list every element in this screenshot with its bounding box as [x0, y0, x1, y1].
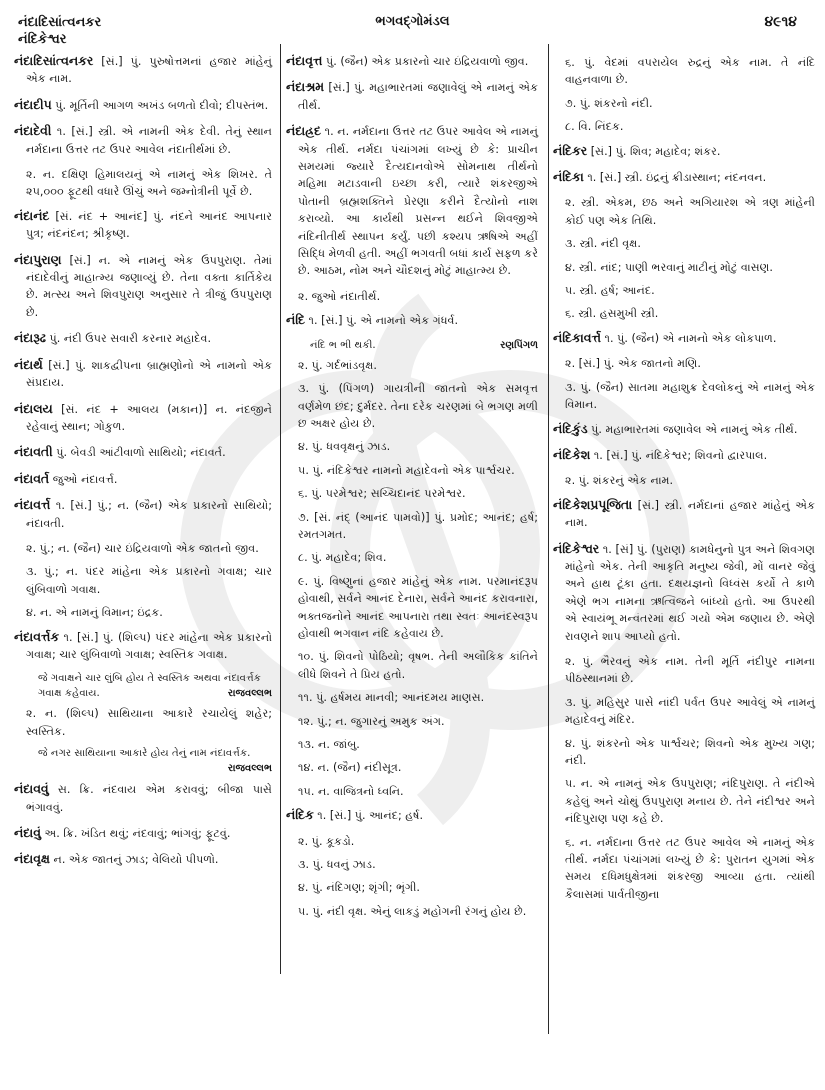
page-number: ૪૯૧૪ — [764, 14, 797, 30]
definition: સ. ક્રિ. નંદવાય એમ કરાવવું; બીજા પાસે ભંગાવવું. — [26, 783, 272, 814]
sense-definition: ૬. ન. નર્મદાના ઉત્તર તટ ઉપર આવેલ એ નામનું એક તીર્થ. નર્મદા પંચાંગમાં લખ્યું છે કે: પુરાતન યુગમાં એક સમય દધિમધુક્ષેત્રમાં શંકરજી આવ્યા હતા. ત્યાંથી કૈલાસમાં પાર્વતીજીના — [565, 835, 815, 901]
dictionary-columns — [14, 52, 814, 1062]
dictionary-entry — [14, 356, 272, 392]
definition: ૧. [સં.] પું.; ન. (જૈન) એક પ્રકારનો સાથિયો; નંદાવતી. — [26, 499, 273, 530]
sense-definition: ૧૨. પું.; ન. જુગારનું અમુક અંગ. — [298, 714, 445, 728]
definition: [સં. નંદ + આલય (મકાન)] ન. નંદજીને રહેવાનું સ્થાન; ગોકુળ. — [26, 402, 273, 433]
headword: નંદિકા — [553, 169, 584, 185]
dictionary-entry — [14, 850, 272, 868]
dictionary-entry — [14, 443, 272, 461]
sense-definition: ૩. પું. ધવનું ઝાડ. — [298, 858, 376, 872]
sense-definition: ૨. જુઓ નંદાતીર્થ. — [298, 289, 381, 303]
definition: ૧. [સં] પું. (પુરાણ) કામધેનુનો પુત્ર અને શિવગણ માંહેનો એક. તેની આકૃતિ મનુષ્ય જેવી, મોં વાનર જેવું અને હાથ ટૂંકા હતા. દક્ષયજ્ઞનો વિધ્વંસ કર્યો તે કાળે એણે ભગ નામના ઋત્વિજને બાંધ્યો હતો. આ ઉપરથી એ સ્વાયંભૂ મન્વંતરમાં થઈ ગયો એમ જણાય છે. એણે રાવણને શાપ આપ્યો હતો. — [565, 542, 815, 643]
sense-definition: ૨. ન. દક્ષિણ હિમાલયનું એ નામનું એક શિખર. તે ૨૫,૦૦૦ ફૂટથી વધારે ઊંચું અને જમ્નોત્રીની પૂર્વે છે. — [26, 168, 272, 199]
sense-definition: ૪. પું. શંકરનો એક પાર્શ્વચર; શિવનો એક મુખ્ય ગણ; નંદી. — [565, 736, 815, 767]
dictionary-entry — [14, 400, 272, 436]
definition: [સં.] પું. મહાભારતમાં જણાવેલું એ નામનું એક તીર્થ. — [298, 81, 538, 112]
sense-definition: ૨. ન. (શિલ્પ) સાથિયાના આકારે રચાયેલું શહેર; સ્વસ્તિક. — [26, 707, 272, 738]
definition: ૧. પું. (જૈન) એ નામનો એક લોકપાળ. — [604, 331, 777, 345]
sense-definition: ૫. પું. નંદિકેશ્વર નામનો મહાદેવનો એક પાર્શ્વચર. — [298, 463, 515, 477]
dictionary-entry — [14, 496, 272, 532]
definition: પું. નંદી ઉપર સવારી કરનાર મહાદેવ. — [49, 332, 212, 346]
dictionary-entry — [14, 780, 272, 816]
definition: [સં.] પું. શાકદ્વીપના બ્રાહ્મણોનો એ નામનો એક સંપ્રદાય. — [26, 358, 272, 390]
sense-definition: ૯. પું. વિષ્ણુનાં હજાર માંહેનું એક નામ. પરમાનંદરૂપ હોવાથી, સર્વને આનંદ દેનારા, સર્વને આનંદ કરાવનારા, ભક્તજનોને આનંદ આપનારા તથા સ્વતઃ આનંદસ્વરૂપ હોવાથી ભગવાન નંદિ કહેવાય છે. — [298, 574, 538, 640]
sense-definition: ૪. પું. નંદિગણ; શૃંગી; ભૃંગી. — [298, 881, 420, 895]
sense-definition: ૪. પું. ધવવૃક્ષનું ઝાડ. — [298, 440, 391, 454]
sense-definition: ૪. ન. એ નામનું વિમાન; ઇંદ્રક. — [26, 606, 163, 620]
definition: પું. (જૈન) એક પ્રકારનો ચાર ઇંદ્રિયવાળો જીવ. — [325, 55, 529, 68]
headword: નંદાશ્રમ — [286, 79, 325, 95]
definition: પું. મહાભારતમાં જણાવેલ એ નામનું એક તીર્થ. — [591, 422, 798, 436]
dictionary-entry — [14, 207, 272, 243]
dictionary-entry — [553, 446, 815, 464]
definition: [સં. નંદ + આનંદ] પું. નંદને આનંદ આપનાર પુત્ર; નંદનંદન; શ્રીકૃષ્ણ. — [26, 209, 272, 241]
sense-definition: ૧૧. પું. હર્ષમય માનવી; આનંદમય માણસ. — [298, 691, 485, 705]
headword: નંદાલય — [14, 400, 53, 416]
definition: અ. ક્રિ. ખંડિત થવું; નંદવાવું; ભાંગવું; ફૂટવું. — [44, 827, 231, 840]
dictionary-entry — [14, 122, 272, 158]
sense-definition: ૫. સ્ત્રી. હર્ષ; આનંદ. — [565, 284, 655, 298]
sense-definition: ૭. [સં. નંદ્ (આનંદ પામવો)] પું. પ્રમોદ; આનંદ; હર્ષ; રમતગમત. — [298, 510, 538, 541]
dictionary-entry — [14, 824, 272, 842]
definition: [સં.] પું. શિવ; મહાદેવ; શંકર. — [590, 144, 721, 158]
sense-definition: ૧૦. પું. શિવનો પોઠિયો; વૃષભ. તેની અલૌકિક કાંતિને લીધે શિવને તે પ્રિય હતો. — [298, 650, 538, 681]
definition: ૧. [સં.] સ્ત્રી. ઇંદ્રનું ક્રીડાસ્થાન; નંદનવન. — [587, 171, 767, 185]
definition: ૧. [સં.] પું. નંદિકેશ્વર; શિવનો દ્વારપાલ. — [593, 448, 768, 462]
sense-definition: ૭. પું. શંકરનો નંદી. — [565, 96, 653, 110]
sense-definition: ૬. પું. વેદમાં વપરાયેલ રુદ્રનું એક નામ. તે નંદિ વાહનવાળા છે. — [565, 56, 815, 87]
dictionary-entry — [286, 806, 538, 824]
sense-definition: ૩. પું. (જૈન) સાતમા મહાશુક્ર દેવલોકનું એ નામનું એક વિમાન. — [565, 380, 815, 412]
sense-definition: ૧૫. ન. વાજિત્રનો ધ્વનિ. — [298, 784, 404, 798]
dictionary-entry — [14, 628, 272, 664]
definition: જુઓ નંદાવર્ત્ત. — [52, 472, 118, 486]
sense-definition: ૨. પું.; ન. (જૈન) ચાર ઇંદ્રિયવાળો એક જાતનો જીવ. — [26, 541, 259, 555]
dictionary-entry — [553, 329, 815, 347]
quote-source: રાજવલ્લભ — [227, 688, 272, 700]
definition: ન. એક જાતનું ઝાડ; વેલિયો પીપળો. — [53, 853, 219, 867]
definition: ૧. [સં.] પું. આનંદ; હર્ષ. — [317, 809, 424, 823]
headword: નંદાવું — [14, 825, 41, 840]
headword: નંદિક — [286, 807, 314, 823]
definition: [સં.] સ્ત્રી. નર્મદાનાં હજાર માંહેનું એક નામ. — [565, 498, 815, 530]
dictionary-entry — [553, 168, 815, 186]
headword: નંદિકેશ — [553, 446, 591, 462]
dictionary-entry — [14, 329, 272, 347]
headword: નંદિ — [286, 312, 305, 328]
book-title: ભગવદ્ગોમંડલ — [375, 14, 450, 29]
definition: પું. બેવડી આંટીવાળો સાથિયો; નંદાવર્ત. — [56, 446, 226, 460]
dictionary-entry — [286, 311, 538, 329]
headword: નંદિકાવર્ત્ત — [553, 329, 601, 345]
dictionary-entry — [286, 78, 538, 114]
sense-definition: ૨. સ્ત્રી. એકમ, છઠ અને અગિયારશ એ ત્રણ માંહેની કોઈ પણ એક તિથિ. — [565, 196, 815, 227]
headword: નંદાવર્ત — [14, 470, 50, 486]
definition: [સં.] પું. પુરુષોત્તમનાં હજાર માંહેનું એક નામ. — [26, 55, 273, 86]
quote-text: નંદિ ભ ભી થકી. — [310, 339, 376, 351]
sense-definition: ૮. પું. મહાદેવ; શિવ. — [298, 551, 387, 565]
page-header — [0, 0, 825, 50]
sense-definition: ૮. વિ. નિંદક. — [565, 120, 624, 134]
dictionary-entry — [14, 52, 272, 88]
guide-word-last: નંદિકેશ્વર — [18, 32, 67, 47]
definition: ૧. ન. નર્મદાના ઉત્તર તટ ઉપર આવેલ એ નામનું એક તીર્થ. નર્મદા પંચાંગમાં લખ્યું છે કે: પ્રાચીન સમયમાં જ્યારે દૈત્યદાનવોએ સોમનાથ તીર્થનો મહિમા મટાડવાની ઇચ્છા કરી, ત્યારે શંકરજીએ પોતાની બ્રહ્મશક્તિને પ્રેરણા કરીને દૈત્યોનો નાશ કરાવ્યો. આ કાર્યથી પ્રસન્ન થઈને શિવજીએ નંદિનીતીર્થ સ્થાપન કર્યું. પછી કશ્યપ ઋષિએ અહીં સિદ્ધિ મેળવી હતી. અહીં ભગવતી બધાં કાર્ય સફળ કરે છે. આઠમ, નોમ અને ચૌદશનું મોટું માહાત્મ્ય છે. — [298, 125, 538, 278]
headword: નંદાદીપ — [14, 96, 52, 112]
dictionary-entry — [553, 496, 815, 532]
column-middle — [286, 52, 538, 1062]
headword: નંદાવર્ત્તક — [14, 628, 60, 644]
headword: નંદાવવું — [14, 781, 49, 797]
sense-definition: ૫. પું. નંદી વૃક્ષ. એનું લાકડું મહોગની રંગનું હોય છે. — [298, 904, 527, 918]
definition: ૧. [સં.] પું. (શિલ્પ) પંદર માંહેના એક પ્રકારનો ગવાક્ષ; ચાર લુંબિવાળો ગવાક્ષ; સ્વસ્તિક ગવાક્ષ. — [26, 630, 272, 661]
headword: નંદાવતી — [14, 444, 53, 460]
column-left — [14, 52, 272, 1062]
sense-definition: ૨. પું. કૂકડો. — [298, 834, 355, 848]
quote-text: જે ગવાક્ષને ચાર લુંબિ હોય તે સ્વસ્તિક અથવા નંદાવર્ત્તક ગવાક્ષ કહેવાય. — [38, 673, 261, 700]
headword: નંદિકેશ્વર — [553, 540, 600, 556]
sense-definition: ૩. પું. મહિસુર પાસે નાંદી પર્વત ઉપર આવેલું એ નામનું મહાદેવનું મંદિર. — [565, 695, 815, 727]
headword: નંદાવૃત્ત — [286, 53, 323, 68]
dictionary-entry — [553, 420, 815, 438]
guide-word-first: નંદાદિસાંત્વનકર — [18, 15, 102, 30]
dictionary-entry — [553, 540, 815, 645]
dictionary-entry — [14, 96, 272, 114]
headword: નંદાદિસાંત્વનકર — [14, 53, 94, 68]
quote-text: જે નગર સાથિયાના આકારે હોય તેનું નામ નંદાવર્ત્તક. — [38, 748, 251, 760]
sense-definition: ૩. પું.; ન. પંદર માંહેના એક પ્રકારનો ગવાક્ષ; ચાર લુંબિવાળો ગવાક્ષ. — [26, 565, 272, 596]
definition: ૧. [સં.] સ્ત્રી. એ નામની એક દેવી. તેનું સ્થાન નર્મદાના ઉત્તર તટ ઉપર આવેલ નંદાતીર્થમાં છે. — [26, 125, 272, 156]
sense-definition: ૧૪. ન. (જૈન) નંદીસૂત્ર. — [298, 761, 402, 775]
headword: નંદાહ્રદ — [286, 123, 321, 139]
dictionary-entry — [286, 122, 538, 280]
sense-definition: ૨. પું. ગર્દભાંડવૃક્ષ. — [298, 358, 377, 372]
definition: [સં.] ન. એ નામનું એક ઉપપુરાણ. તેમાં નંદાદેવીનું માહાત્મ્ય જણાવ્યું છે. તેના વક્તા કાર્તિકેય છે. મત્સ્ય અને શિવપુરાણ અનુસાર તે ત્રીજું ઉપપુરાણ છે. — [26, 253, 273, 319]
headword: નંદાનંદ — [14, 207, 50, 223]
dictionary-entry — [286, 52, 538, 70]
definition: ૧. [સં.] પું. એ નામનો એક ગંધર્વ. — [308, 314, 459, 328]
citation-quote — [14, 671, 272, 701]
headword: નંદાદેવી — [14, 123, 52, 139]
headword: નંદાવૃક્ષ — [14, 851, 50, 867]
headword: નંદાપુરાણ — [14, 251, 62, 267]
quote-source: રાજવલ્લભ — [227, 763, 272, 775]
headword: નંદારૂઢ — [14, 330, 46, 346]
column-right — [553, 52, 815, 1062]
sense-definition: ૧૩. ન. જાંબુ. — [298, 738, 360, 751]
headword: નંદિકર — [553, 142, 588, 158]
dictionary-entry — [553, 142, 815, 160]
headword: નંદિકેશપ્રપૂજિતા — [553, 496, 633, 512]
headword: નંદિકુંડ — [553, 420, 588, 436]
sense-definition: ૩. પું. (પિંગળ) ગાયત્રીની જાતનો એક સમવૃત્ત વર્ણમેળ છંદ; દુર્મદર. તેના દરેક ચરણમાં બે ભગણ મળી છ અક્ષર હોય છે. — [298, 382, 538, 430]
sense-definition: ૨. પું. ભૈરવનું એક નામ. તેની મૂર્તિ નંદીપુર નામના પીઠસ્થાનમાં છે. — [565, 654, 815, 686]
definition: પું. મૂર્તિની આગળ અખંડ બળતો દીવો; દીપસ્તંભ. — [55, 98, 269, 112]
sense-definition: ૬. સ્ત્રી. હસમુખી સ્ત્રી. — [565, 307, 659, 321]
sense-definition: ૨. [સં.] પું. એક જાતનો મણિ. — [565, 357, 701, 371]
sense-definition: ૫. ન. એ નામનું એક ઉપપુરાણ; નંદિપુરાણ. તે નંદીએ કહેલું અને ચોથું ઉપપુરાણ મનાય છે. તેને નંદીશ્વર અને નંદિપુરાણ પણ કહે છે. — [565, 777, 815, 826]
sense-definition: ૩. સ્ત્રી. નંદી વૃક્ષ. — [565, 237, 641, 251]
headword: નંદાવર્ત્ત — [14, 497, 51, 513]
sense-definition: ૬. પું. પરમેશ્વર; સચ્ચિદાનંદ પરમેશ્વર. — [298, 487, 466, 501]
dictionary-entry — [14, 251, 272, 322]
sense-definition: ૨. પું. શંકરનું એક નામ. — [565, 474, 674, 488]
quote-source: રણપિંગળ — [500, 339, 538, 351]
headword: નંદાર્થ — [14, 356, 43, 372]
citation-quote — [286, 338, 538, 353]
dictionary-entry — [14, 470, 272, 488]
citation-quote — [14, 746, 272, 776]
sense-definition: ૪. સ્ત્રી. નાંદ; પાણી ભરવાનું માટીનું મોટું વાસણ. — [565, 260, 773, 274]
